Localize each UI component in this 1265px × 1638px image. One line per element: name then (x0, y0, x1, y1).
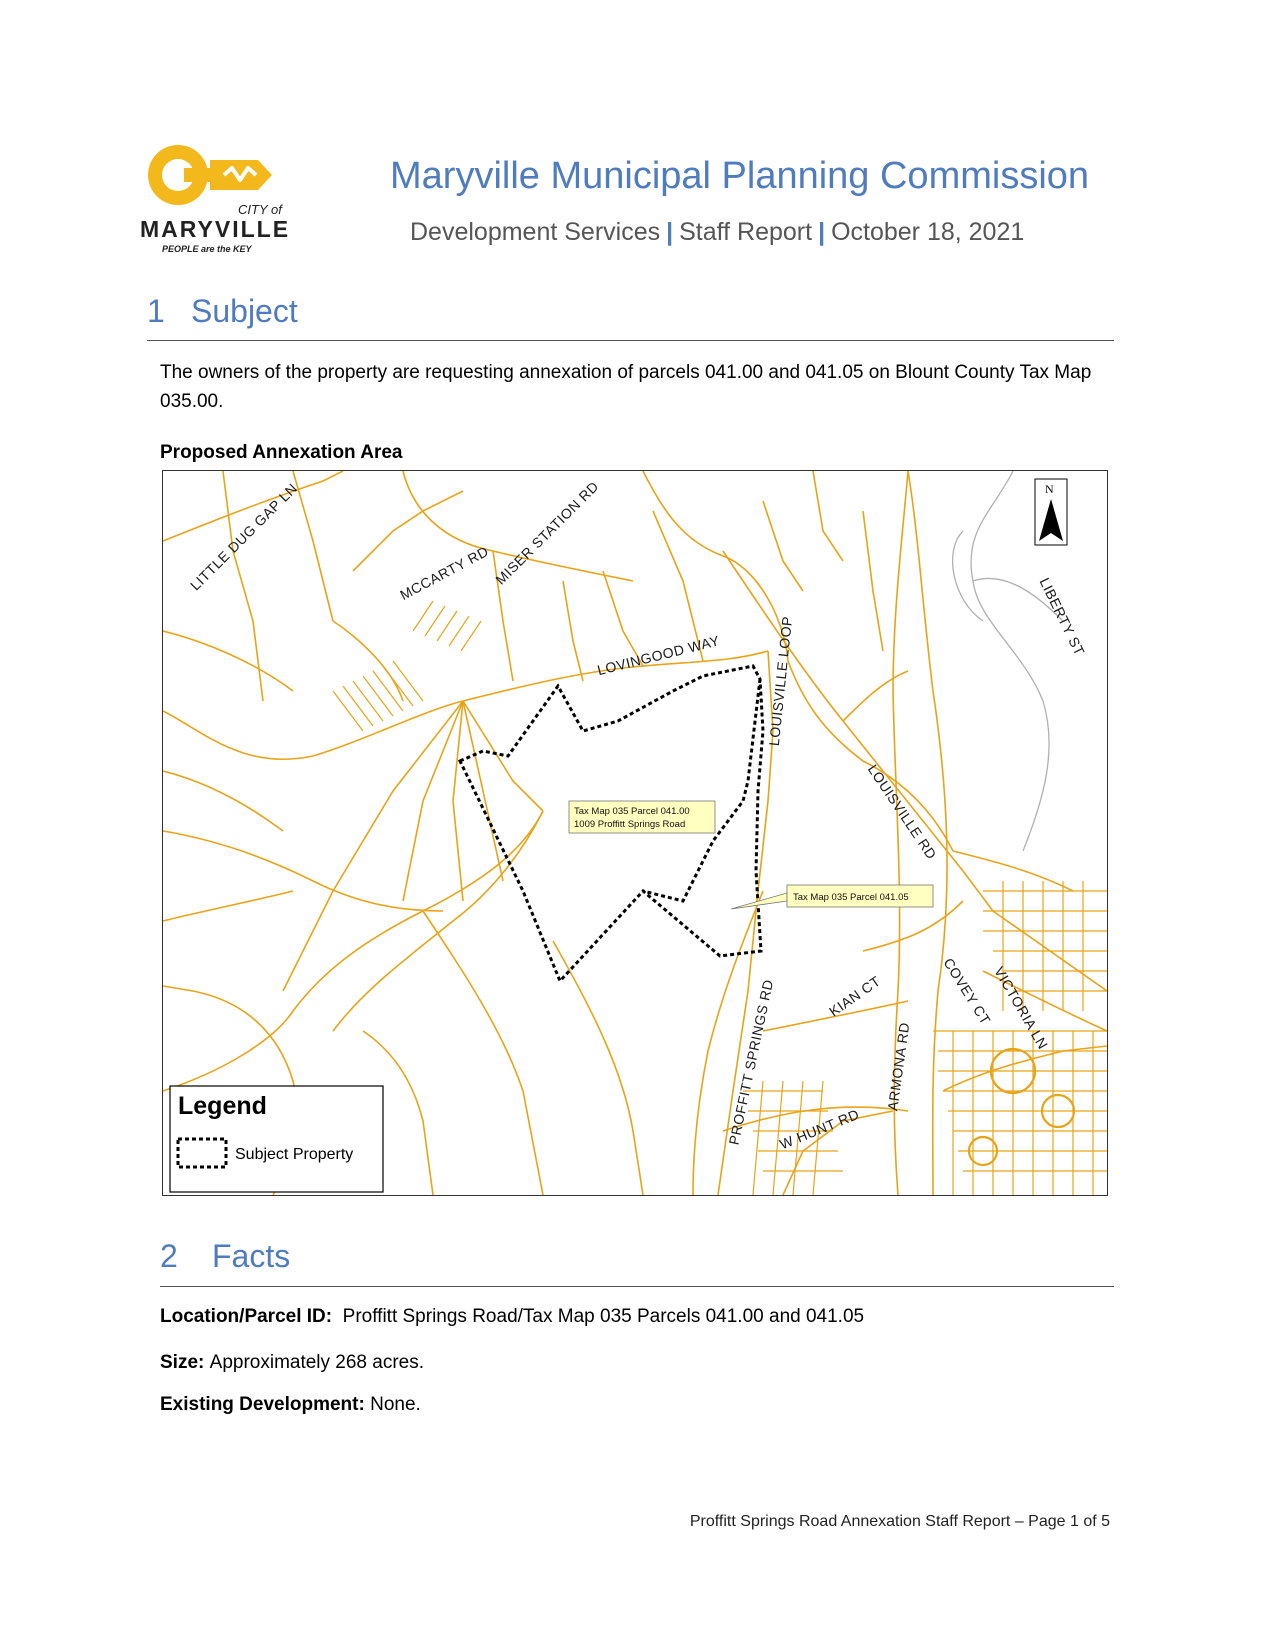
road-label-covey: COVEY CT (940, 955, 994, 1028)
road-label-kian: KIAN CT (826, 972, 884, 1020)
fact-label: Size: (160, 1352, 205, 1373)
fact-label: Location/Parcel ID: (160, 1306, 333, 1327)
callout-address: 1009 Proffitt Springs Road (574, 819, 686, 830)
fact-location (160, 1306, 864, 1328)
section-number: 2 (160, 1238, 178, 1274)
callout-parcel-041-05: Tax Map 035 Parcel 041.05 (793, 892, 909, 903)
road-label-lovingood: LOVINGOOD WAY (595, 632, 722, 679)
city-logo (140, 142, 300, 260)
section-number: 1 (147, 293, 165, 329)
road-label-w-hunt: W HUNT RD (777, 1105, 862, 1153)
callout-parcel-041-00: Tax Map 035 Parcel 041.00 (574, 806, 690, 817)
legend-title: Legend (178, 1092, 267, 1120)
organization-title: Maryville Municipal Planning Commission (390, 155, 1090, 197)
section-title: Subject (191, 293, 298, 329)
fact-value: None. (370, 1394, 421, 1415)
road-label-mccarty: MCCARTY RD (397, 542, 492, 604)
logo-tagline: PEOPLE are the KEY (162, 244, 252, 254)
page-footer: Proffitt Springs Road Annexation Staff Report – Page 1 of 5 (689, 1513, 1110, 1530)
fact-label: Existing Development: (160, 1394, 365, 1415)
logo-city-line: CITY of (238, 202, 282, 217)
parcel-callout-041-00 (569, 801, 715, 833)
annexation-map (162, 470, 1108, 1196)
map-legend (170, 1086, 383, 1192)
subtitle-department: Development Services (410, 218, 661, 246)
fact-value: Proffitt Springs Road/Tax Map 035 Parcels 041.00 and 041.05 (342, 1306, 865, 1327)
section-1-heading (147, 293, 298, 330)
report-subtitle (410, 218, 1024, 247)
section-divider (147, 340, 1114, 341)
fact-value: Approximately 268 acres. (209, 1352, 425, 1373)
road-label-louisville-rd: LOUISVILLE RD (864, 761, 940, 863)
road-label-louisville-loop: LOUISVILLE LOOP (765, 615, 796, 747)
road-label-liberty: LIBERTY ST (1036, 575, 1088, 659)
parcel-map-svg (163, 471, 1107, 1195)
section-title: Facts (212, 1238, 291, 1274)
road-label-proffitt-springs: PROFFITT SPRINGS RD (725, 977, 777, 1147)
subtitle-separator: | (818, 218, 826, 246)
legend-item-label: Subject Property (235, 1146, 354, 1163)
north-label: N (1045, 482, 1054, 496)
section-2-heading (160, 1238, 290, 1275)
road-label-miser-station: MISER STATION RD (492, 478, 602, 588)
figure-caption: Proposed Annexation Area (160, 442, 403, 463)
subject-paragraph: The owners of the property are requesting annexation of parcels 041.00 and 041.05 on Blount County Tax Map 035.00. (160, 362, 1092, 412)
logo-city-name: MARYVILLE (140, 216, 291, 242)
subtitle-report-type: Staff Report (679, 218, 813, 246)
section-divider (160, 1286, 1114, 1287)
subtitle-date: October 18, 2021 (831, 218, 1025, 246)
fact-existing-development (160, 1394, 421, 1416)
road-label-little-dug-gap: LITTLE DUG GAP LN (186, 480, 301, 594)
north-arrow-icon (1035, 479, 1067, 545)
road-label-armona: ARMONA RD (884, 1021, 913, 1112)
road-label-victoria: VICTORIA LN (991, 963, 1052, 1052)
subtitle-separator: | (666, 218, 674, 246)
fact-size (160, 1352, 424, 1374)
